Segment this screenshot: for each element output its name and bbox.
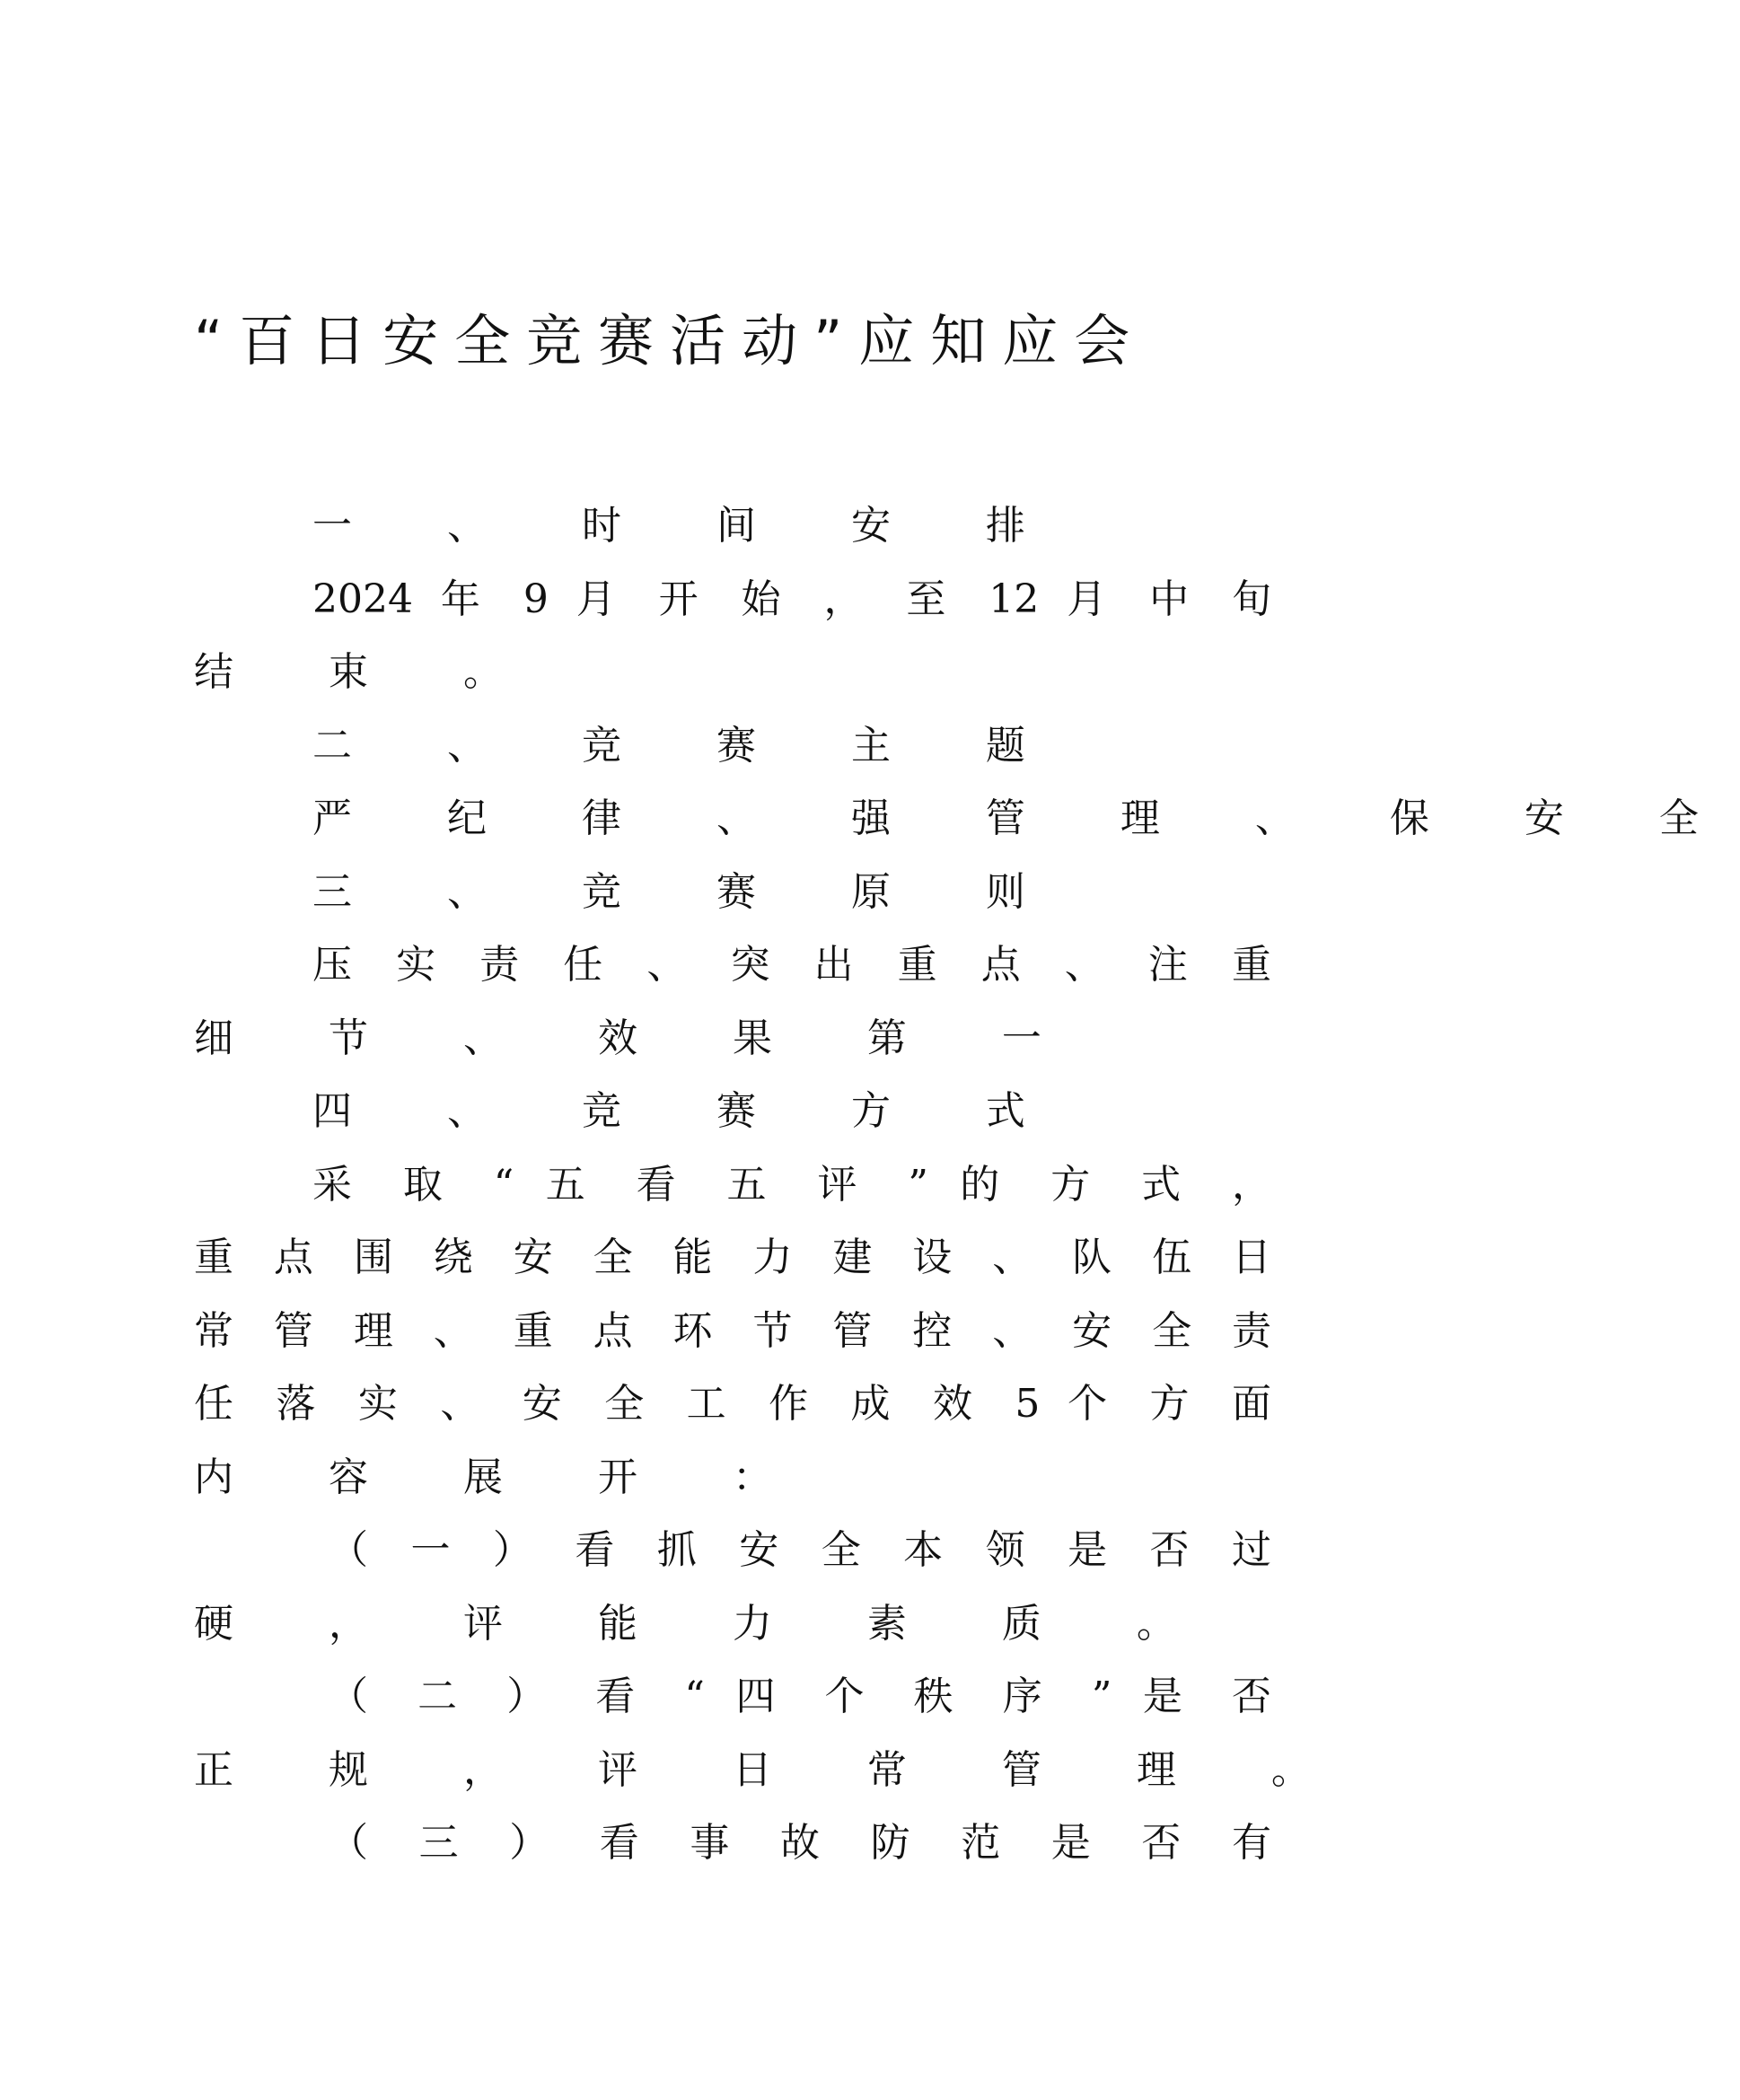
paragraph-line: 压 实 责 任 、 突 出 重 点 、 注 重 bbox=[312, 942, 1271, 988]
paragraph-line: 细 节 、 效 果 第 一 bbox=[194, 1015, 1083, 1061]
section-heading-time: 一 、 时 间 安 排 bbox=[312, 503, 1067, 549]
document-body bbox=[194, 489, 1740, 1880]
paragraph-line: 严 纪 律 、 强 管 理 、 保 安 全 bbox=[312, 795, 1740, 841]
paragraph-line: 采 取 “ 五 看 五 评 ” 的 方 式 ， bbox=[312, 1161, 1271, 1208]
list-item-line: （ 一 ） 看 抓 安 全 本 领 是 否 过 bbox=[329, 1527, 1271, 1573]
paragraph-line: 结 束 。 bbox=[194, 649, 544, 695]
paragraph-line: 内 容 展 开 ： bbox=[194, 1454, 813, 1500]
paragraph-line: 任 落 实 、 安 全 工 作 成 效 5 个 方 面 bbox=[194, 1381, 1271, 1427]
paragraph-line: 常 管 理 、 重 点 环 节 管 控 、 安 全 责 bbox=[194, 1307, 1271, 1354]
list-item-line: 正 规 ， 评 日 常 管 理 。 bbox=[194, 1746, 1352, 1793]
list-item-line: 硬 ， 评 能 力 素 质 。 bbox=[194, 1600, 1217, 1647]
section-heading-method: 四 、 竞 赛 方 式 bbox=[312, 1088, 1067, 1134]
list-item-line: （ 二 ） 看 “ 四 个 秩 序 ” 是 否 bbox=[329, 1674, 1271, 1719]
list-item-line: （ 三 ） 看 事 故 防 范 是 否 有 bbox=[329, 1820, 1271, 1866]
document-title: “百日安全竞赛活动”应知应会 bbox=[194, 308, 1147, 373]
section-heading-principle: 三 、 竞 赛 原 则 bbox=[312, 868, 1067, 915]
paragraph-line: 2024 年 9 月 开 始 ， 至 12 月 中 旬 bbox=[312, 576, 1271, 622]
paragraph-line: 重 点 围 绕 安 全 能 力 建 设 、 队 伍 日 bbox=[194, 1235, 1271, 1280]
section-heading-theme: 二 、 竞 赛 主 题 bbox=[312, 722, 1067, 769]
